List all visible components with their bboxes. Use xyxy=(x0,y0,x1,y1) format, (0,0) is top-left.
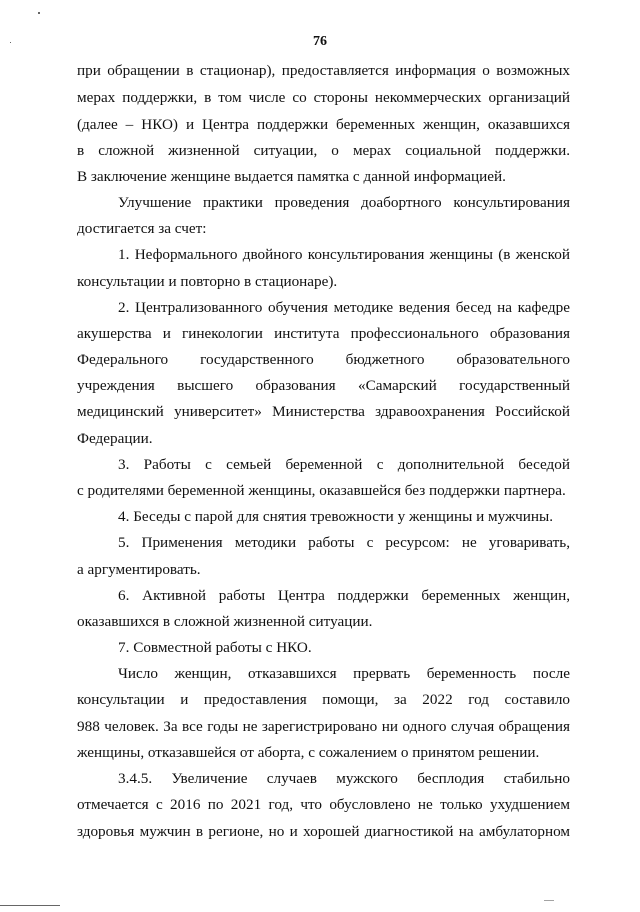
text-line: 1. Неформального двойного консультирования женщины (в женской xyxy=(118,246,570,263)
text-line: консультации и повторно в стационаре). xyxy=(77,273,338,290)
text-line: Улучшение практики проведения доабортного консультирования xyxy=(118,194,570,211)
text-line: 6. Активной работы Центра поддержки беременных женщин, xyxy=(118,587,570,604)
text-line: 7. Совместной работы с НКО. xyxy=(118,639,312,656)
text-line: Федерации. xyxy=(77,430,153,447)
text-line: акушерства и гинекологии института профессионального образования xyxy=(77,325,570,342)
scan-dot xyxy=(38,12,40,14)
text-line: 988 человек. За все годы не зарегистрировано ни одного случая обращения xyxy=(77,718,570,735)
text-line: учреждения высшего образования «Самарский государственный xyxy=(77,377,570,394)
text-line: достигается за счет: xyxy=(77,220,207,237)
text-line: в сложной жизненной ситуации, о мерах социальной поддержки. xyxy=(77,142,570,159)
text-line: В заключение женщине выдается памятка с данной информацией. xyxy=(77,168,506,185)
page-number: 76 xyxy=(313,34,327,49)
text-line: с родителями беременной женщины, оказавшейся без поддержки партнера. xyxy=(77,482,566,499)
text-line: 4. Беседы с парой для снятия тревожности у женщины и мужчины. xyxy=(118,508,554,525)
scan-line xyxy=(544,900,554,901)
text-line: консультации и предоставления помощи, за 2022 год составило xyxy=(77,691,570,708)
text-line: 3.4.5. Увеличение случаев мужского бесплодия стабильно xyxy=(118,770,570,787)
text-line: (далее – НКО) и Центра поддержки беременных женщин, оказавшихся xyxy=(77,116,570,133)
text-line: 5. Применения методики работы с ресурсом: не уговаривать, xyxy=(118,534,570,551)
text-line: Число женщин, отказавшихся прервать беременность после xyxy=(118,665,570,682)
text-line: здоровья мужчин в регионе, но и хорошей диагностикой на амбулаторном xyxy=(77,823,570,840)
text-line: при обращении в стационар), предоставляется информация о возможных xyxy=(77,62,570,79)
scan-line xyxy=(0,905,60,906)
text-line: 2. Централизованного обучения методике ведения бесед на кафедре xyxy=(118,299,570,316)
text-line: Федерального государственного бюджетного образовательного xyxy=(77,351,570,368)
text-line: 3. Работы с семьей беременной с дополнительной беседой xyxy=(118,456,570,473)
text-line: женщины, отказавшейся от аборта, с сожалением о принятом решении. xyxy=(77,744,540,761)
text-line: оказавшихся в сложной жизненной ситуации. xyxy=(77,613,373,630)
text-line: а аргументировать. xyxy=(77,561,201,578)
text-line: медицинский университет» Министерства здравоохранения Российской xyxy=(77,403,570,420)
text-line: мерах поддержки, в том числе со стороны некоммерческих организаций xyxy=(77,89,570,106)
text-line: отмечается с 2016 по 2021 год, что обусловлено не только ухудшением xyxy=(77,796,570,813)
scan-dot xyxy=(10,42,11,43)
